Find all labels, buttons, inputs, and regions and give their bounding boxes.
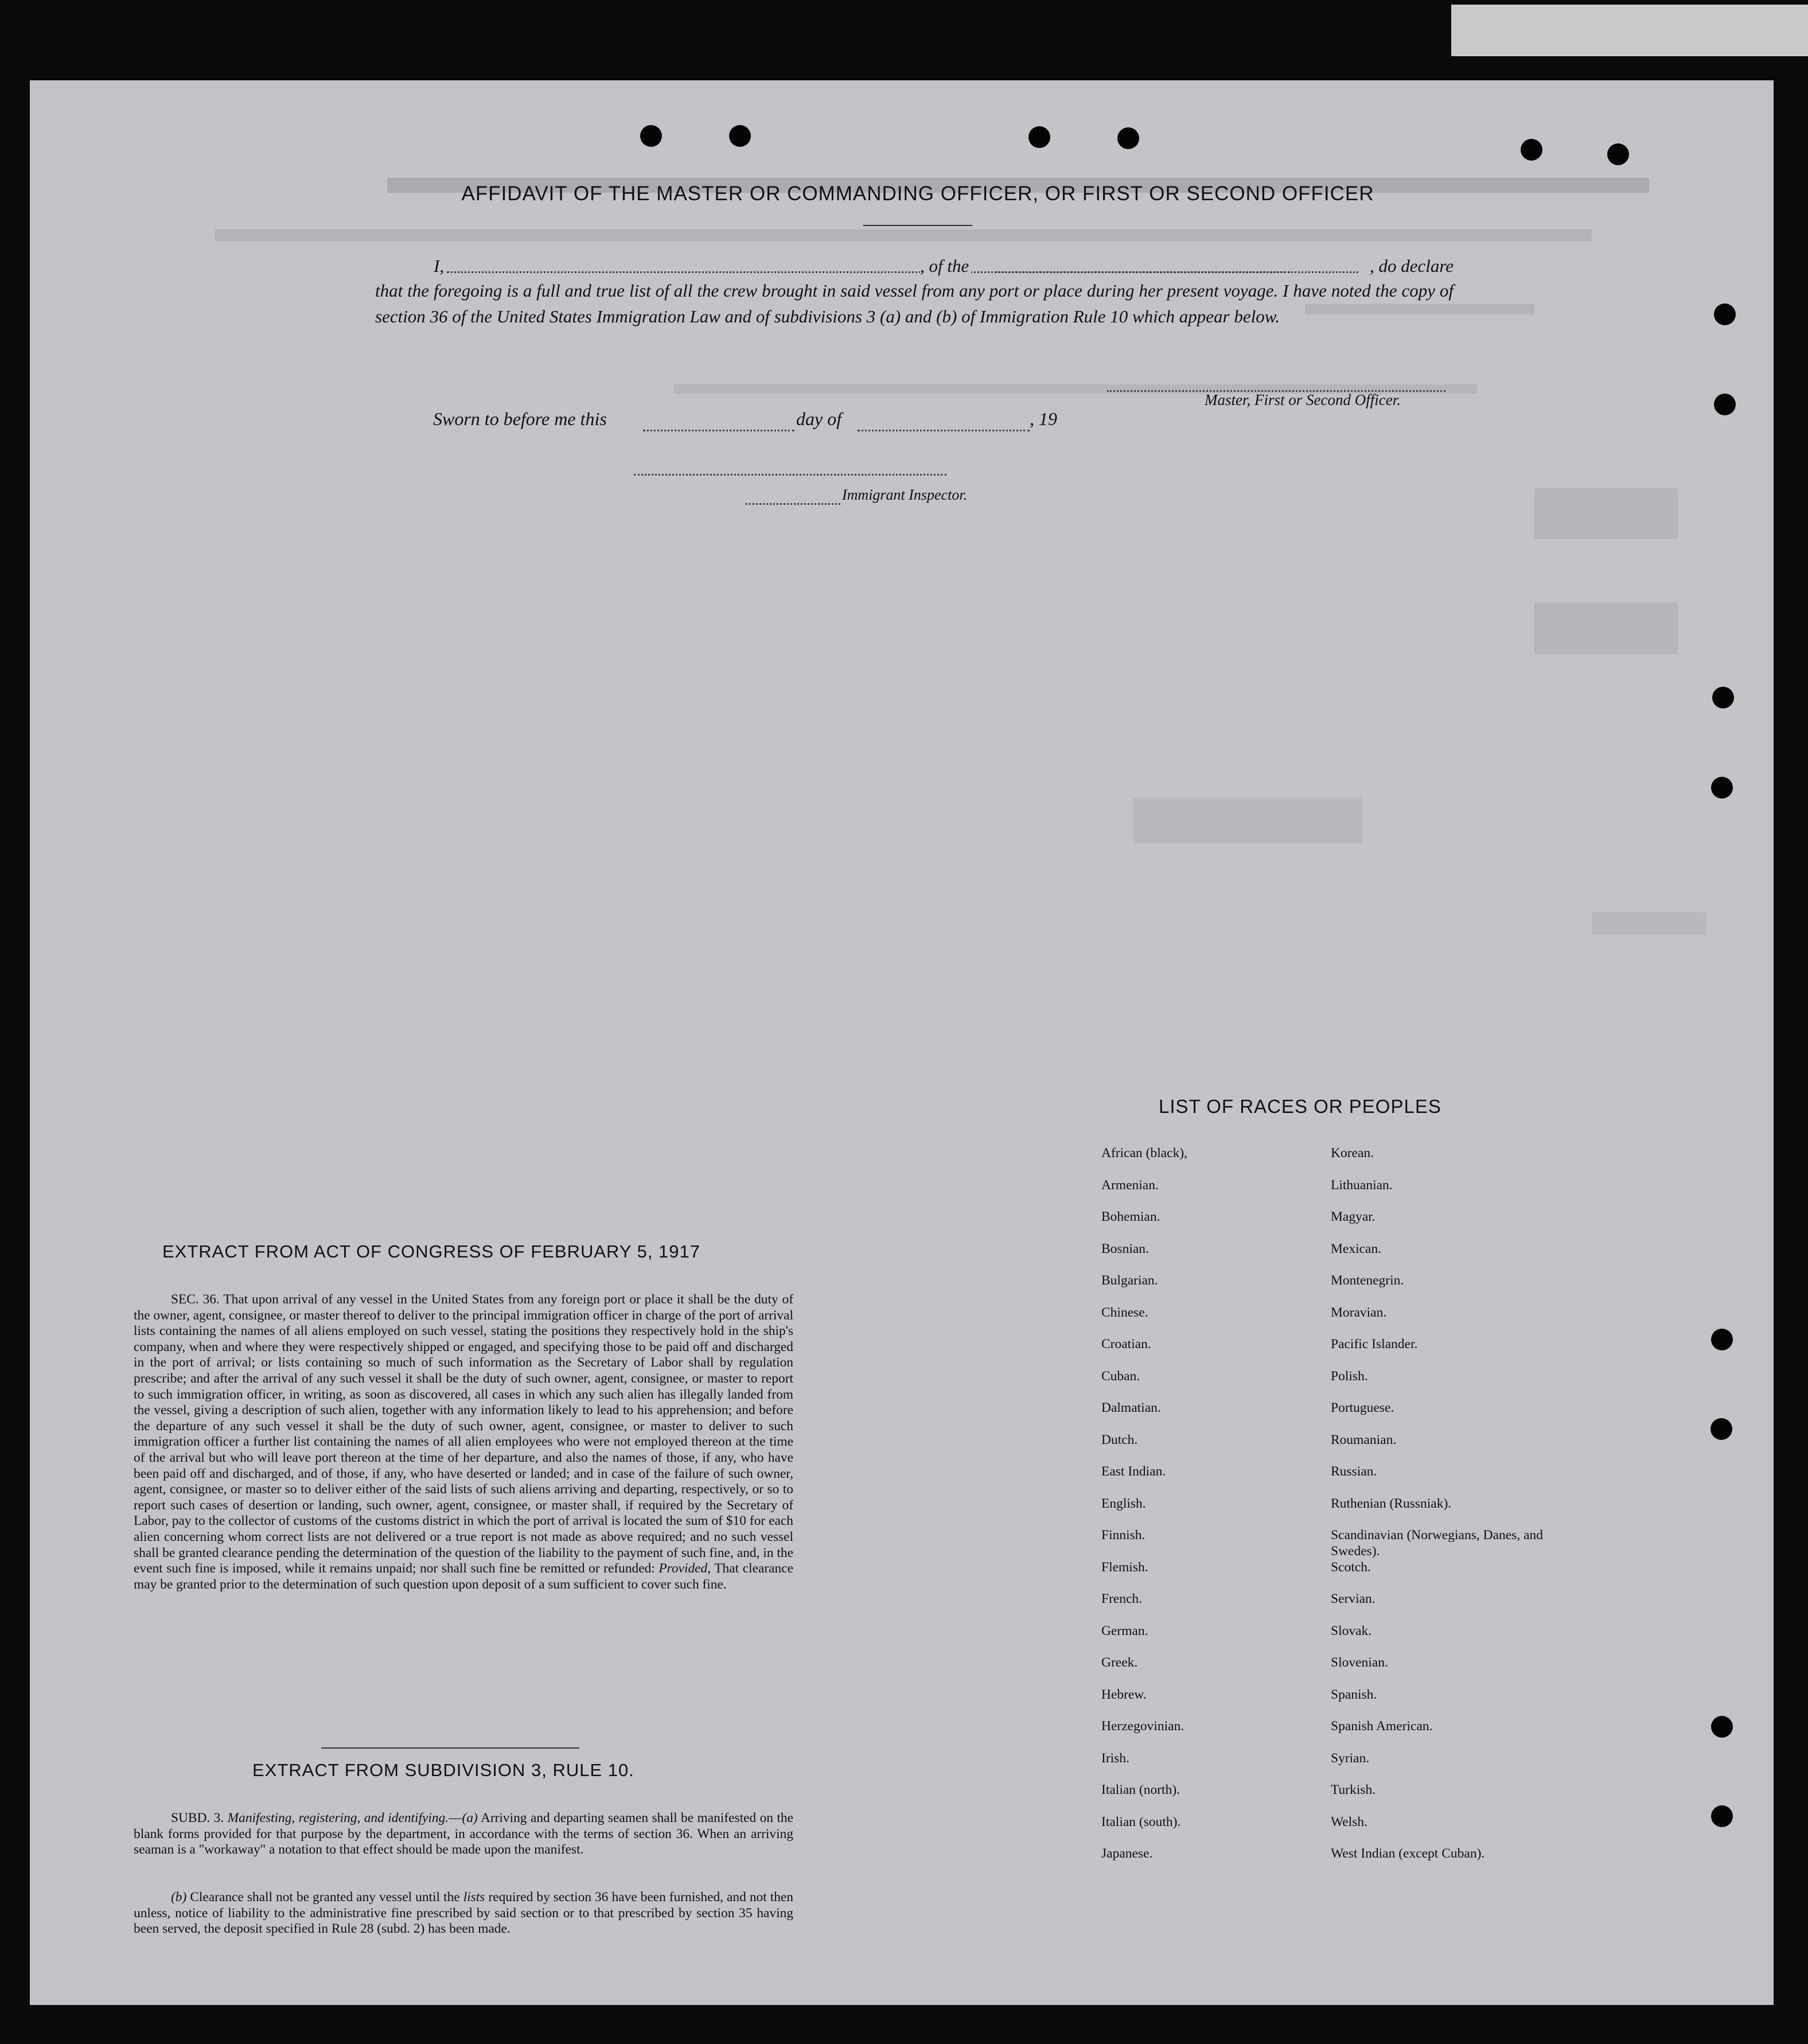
race-item: Roumanian. — [1331, 1432, 1397, 1447]
act-extract-body — [134, 1292, 793, 1593]
race-item: Italian (south). — [1101, 1814, 1181, 1829]
affidavit-body: that the foregoing is a full and true list of all the crew brought in said vessel from any port or place during her present voyage. I have noted the copy of section 36 of the United States Immigration Law and of subdivisions 3 (a) and (b) of Immigration Rule 10 which appear below. — [375, 281, 1454, 326]
vessel-name-field[interactable] — [991, 271, 1358, 273]
punch-hole — [1710, 1418, 1732, 1440]
punch-hole — [1711, 1805, 1733, 1827]
section-text: That upon arrival of any vessel in the United States from any foreign port or place it shall be the duty of the owner, agent, consignee, or master thereof to deliver to the principal immigration officer in charge of the port of arrival lists containing the names of all aliens employed on such vessel, stating the positions they respectively hold in the ship's company, when and where they were respectively shipped or engaged, and specifying those to be paid off and discharged in the port of arrival; or lists containing so much of such information as the Secretary of Labor shall by regulation prescribe; and after the arrival of any such vessel it shall be the duty of such owner, agent, consignee, or master to report to such immigration officer, in writing, as soon as discovered, all cases in which any such alien has illegally landed from the vessel, giving a description of such alien, together with any information likely to lead to his apprehension; and before the departure of any such vessel it shall be the duty of such owner, agent, consignee, or master to deliver to such immigration officer a further list containing the names of all alien employees who were not employed thereon at the time of the arrival but who will leave port thereon at the time of her departure, and also the names of those, if any, who have been paid off and discharged, and of those, if any, who have deserted or landed; and in case of the failure of such owner, agent, consignee, or master so to deliver either of the said lists of such aliens arriving and departing, respectively, or so to report such cases of desertion or landing, such owner, agent, consignee, or master shall, if required by the Secretary of Labor, pay to the collector of customs of the customs district in which the port of arrival is located the sum of $10 for each alien concerning whom correct lists are not delivered or a true report is not made as above required; and no such vessel shall be granted clearance pending the determination of the question of the liability to the payment of such fine, and, in the event such fine is imposed, while it remains unpaid; nor shall such fine be remitted or refunded: — [134, 1292, 794, 1576]
punch-hole — [1711, 1716, 1733, 1738]
para-b-lists: lists — [463, 1890, 485, 1905]
day-of-label: day of — [796, 408, 842, 429]
race-item: Syrian. — [1331, 1750, 1370, 1766]
race-item: Slovenian. — [1331, 1655, 1388, 1670]
rule-extract-para-b — [134, 1890, 793, 1937]
race-item: Armenian. — [1101, 1177, 1159, 1193]
punch-hole — [729, 125, 751, 147]
punch-hole — [1607, 143, 1629, 165]
inspector-label: Immigrant Inspector. — [842, 486, 968, 503]
races-column-2 — [1331, 1145, 1549, 1878]
race-item: Lithuanian. — [1331, 1177, 1393, 1193]
race-item: Bosnian. — [1101, 1241, 1149, 1256]
race-item: French. — [1101, 1591, 1143, 1606]
race-item: Irish. — [1101, 1750, 1129, 1766]
declarant-i-label: I, — [434, 256, 445, 276]
extract-divider — [321, 1747, 579, 1749]
punch-hole — [1711, 1329, 1733, 1350]
race-item: Pacific Islander. — [1331, 1337, 1418, 1352]
race-item: Cuban. — [1101, 1368, 1140, 1384]
punch-hole — [1117, 127, 1139, 149]
punch-hole — [1028, 126, 1050, 148]
punch-hole — [1711, 777, 1733, 799]
proviso-text: That clearance may be granted prior to the determination of such question upon deposit of a sum sufficient to cover such fine. — [134, 1561, 793, 1592]
subd-title: Manifesting, registering, and identifying. — [227, 1811, 449, 1825]
race-item: Mexican. — [1331, 1241, 1382, 1256]
para-b-end: required by section 36 have been furnished, and not then unless, notice of liability to the administrative fine prescribed by said section or to that prescribed by section 35 having been served, the deposit specified in Rule 28 (subd. 2) has been made. — [134, 1890, 793, 1937]
inspector-signature-field[interactable] — [634, 473, 946, 476]
punch-hole — [1714, 303, 1736, 325]
do-declare-label: , do declare — [1369, 256, 1454, 276]
race-item: Moravian. — [1331, 1305, 1387, 1320]
race-item: Ruthenian (Russniak). — [1331, 1496, 1452, 1511]
race-item: West Indian (except Cuban). — [1331, 1846, 1485, 1861]
race-item: Dutch. — [1101, 1432, 1138, 1447]
race-item: Finnish. — [1101, 1528, 1145, 1543]
section-label: SEC. 36. — [171, 1292, 220, 1307]
race-item: East Indian. — [1101, 1464, 1166, 1479]
race-item: Turkish. — [1331, 1782, 1376, 1797]
race-item: Servian. — [1331, 1591, 1376, 1606]
para-a-text: Arriving and departing seamen shall be manifested on the blank forms provided for that purpose by the department, in accordance with the terms of section 36. When an arriving seaman is a "workaway" a notation to that effect should be made upon the manifest. — [134, 1811, 793, 1858]
race-item: Scandinavian (Norwegians, Danes, and Swedes). — [1331, 1528, 1544, 1559]
of-the-label: , of the — [920, 256, 971, 277]
race-item: Chinese. — [1101, 1305, 1148, 1320]
race-item: Herzegovinian. — [1101, 1719, 1184, 1734]
race-item: Slovak. — [1331, 1623, 1372, 1638]
race-item: Japanese. — [1101, 1846, 1153, 1861]
race-item: German. — [1101, 1623, 1148, 1638]
races-heading: LIST OF RACES OR PEOPLES — [1159, 1096, 1441, 1117]
rule-extract-heading: EXTRACT FROM SUBDIVISION 3, RULE 10. — [252, 1760, 634, 1780]
sworn-day-field[interactable] — [643, 429, 794, 431]
para-a-marker: (a) — [462, 1811, 478, 1825]
sworn-line — [433, 408, 1179, 434]
race-item: Spanish American. — [1331, 1719, 1433, 1734]
punch-hole — [1521, 139, 1542, 161]
race-item: Montenegrin. — [1331, 1273, 1404, 1288]
race-item: Russian. — [1331, 1464, 1377, 1479]
race-item: Greek. — [1101, 1655, 1138, 1670]
race-item: Italian (north). — [1101, 1782, 1180, 1797]
para-b-marker: (b) — [171, 1890, 187, 1905]
proviso-word: Provided, — [658, 1561, 711, 1576]
para-b-start: Clearance shall not be granted any vessel until the — [190, 1890, 460, 1905]
race-item: English. — [1101, 1496, 1146, 1511]
punch-hole — [640, 125, 662, 147]
race-item: African (black), — [1101, 1146, 1188, 1161]
punch-hole — [1712, 687, 1734, 708]
scan-top-edge — [1451, 5, 1808, 56]
race-item: Dalmatian. — [1101, 1400, 1161, 1415]
affidavit-heading-rule — [863, 225, 972, 226]
race-item: Magyar. — [1331, 1209, 1376, 1224]
race-item: Scotch. — [1331, 1559, 1371, 1575]
race-item: Korean. — [1331, 1146, 1374, 1161]
race-item: Spanish. — [1331, 1687, 1377, 1702]
punch-hole — [1714, 394, 1736, 415]
subd-label: SUBD. 3. — [171, 1811, 224, 1825]
sworn-label: Sworn to before me this — [433, 408, 607, 429]
sworn-month-field[interactable] — [858, 429, 1030, 431]
year-label: , 19 — [1030, 408, 1057, 429]
race-item: Croatian. — [1101, 1337, 1151, 1352]
race-item: Hebrew. — [1101, 1687, 1147, 1702]
race-item: Portuguese. — [1331, 1400, 1394, 1415]
rule-extract-para-a: SUBD. 3. Manifesting, registering, and identifying.—(a) Arriving and departing seamen shall be manifested on the blank forms provided for that purpose by the department, in accordance with the terms of section 36. When an arriving seaman is a "workaway" a notation to that effect should be made upon the manifest. — [134, 1811, 793, 1858]
act-extract-heading: EXTRACT FROM ACT OF CONGRESS OF FEBRUARY 5, 1917 — [162, 1241, 701, 1262]
races-column-1 — [1101, 1145, 1314, 1878]
race-item: Flemish. — [1101, 1559, 1148, 1575]
race-item: Bohemian. — [1101, 1209, 1160, 1224]
race-item: Polish. — [1331, 1368, 1368, 1384]
signature-label: Master, First or Second Officer. — [1205, 391, 1401, 408]
race-item: Welsh. — [1331, 1814, 1368, 1829]
race-item: Bulgarian. — [1101, 1273, 1158, 1288]
affidavit-heading: AFFIDAVIT OF THE MASTER OR COMMANDING OFFICER, OR FIRST OR SECOND OFFICER — [461, 182, 1374, 205]
inspector-dotted-lead — [746, 503, 840, 505]
